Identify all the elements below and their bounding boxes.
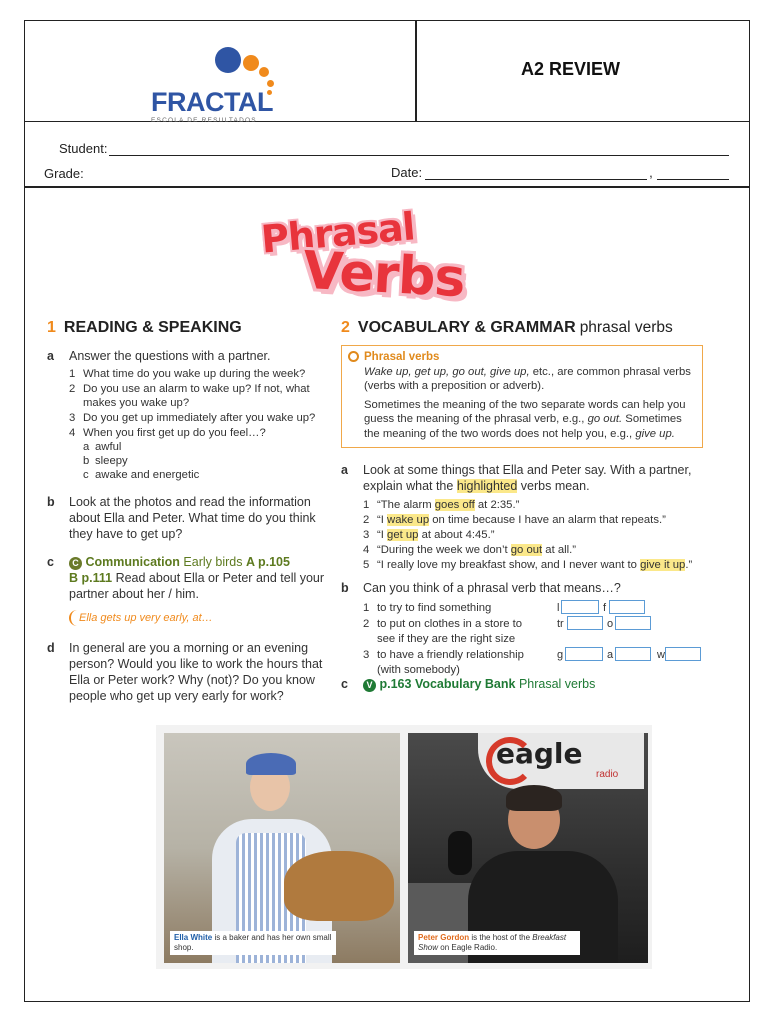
ref-link-b[interactable]: B p.111: [69, 571, 113, 585]
exercise-2b: b Can you think of a phrasal verb that means…? 1 to try to find something l f 2 to put on clothes in a store to tr o see if they are the right size 3 to have a friendly relationship g a w (with somebody): [341, 580, 731, 670]
date-row: [391, 165, 729, 180]
list-item: 5 “I really love my breakfast show, and I never want to give it up.”: [363, 559, 693, 571]
photo-strip: [156, 725, 652, 969]
page-title: A2 REVIEW: [521, 59, 621, 79]
student-label: Student:: [59, 141, 108, 156]
logo-subtitle: ESCOLA DE RESULTADOS: [151, 117, 257, 124]
fractal-logo: [149, 45, 289, 125]
list-item: (with somebody): [377, 664, 460, 676]
list-item: 1 “The alarm goes off at 2:35.”: [363, 499, 520, 511]
section-reading-speaking: [47, 319, 327, 704]
answer-input[interactable]: [561, 600, 599, 614]
logo-dot-icon: [259, 67, 269, 77]
student-field[interactable]: [109, 144, 729, 156]
answer-input[interactable]: [567, 616, 603, 630]
list-item: 2 Do you use an alarm to wake up? If not, what makes you wake up?: [69, 383, 310, 409]
list-item: 2 “I wake up on time because I have an alarm that repeats.”: [363, 514, 666, 526]
quote-list: [363, 498, 731, 572]
banner-word-2: Verbs: [301, 240, 466, 310]
section-heading: 1 READING & SPEAKING: [47, 319, 242, 336]
header-divider: [415, 21, 417, 122]
list-item: 1 What time do you wake up during the week?: [69, 368, 306, 380]
ref-link-a[interactable]: A p.105: [245, 555, 290, 569]
year-field[interactable]: [657, 168, 729, 180]
logo-text: FRACTAL: [151, 87, 273, 117]
answer-input[interactable]: [615, 616, 651, 630]
fill-in-list: [363, 600, 731, 676]
header: [25, 21, 749, 122]
magnifier-icon: [348, 351, 359, 362]
banner-word-1: Phrasal: [259, 204, 417, 262]
logo-dot-icon: [267, 80, 274, 87]
photo-ella: [164, 733, 400, 963]
exercise-2a: a Look at some things that Ella and Peter say. With a partner, explain what the highlighted verbs mean. 1 “The alarm goes off at 2:35.” 2 “I wake up on time because I have an alarm that repeats.” 3 “I get up at about 4:45.” 4 “During the week we don’t go out at all.” 5 “I really love my breakfast show, and I never want to give it up.”: [341, 462, 731, 572]
student-row: [59, 141, 729, 156]
list-item: 3 Do you get up immediately after you wake up?: [69, 412, 316, 424]
list-item: 4 “During the week we don’t go out at all.”: [363, 544, 577, 556]
phrasal-verbs-info-box: Phrasal verbs Wake up, get up, go out, give up, etc., are common phrasal verbs (verbs with a preposition or adverb). Sometimes the meaning of the two separate words can help you guess the meaning of the phrasal verb, e.g., go out. Sometimes the meaning of the two words does not help you, e.g., give up.: [341, 345, 703, 448]
list-item: 3 “I get up at about 4:45.”: [363, 529, 495, 541]
communication-icon: C: [69, 557, 82, 570]
exercise-2c: c V p.163 Vocabulary Bank Phrasal verbs: [341, 677, 596, 691]
photo-caption: Ella White is a baker and has her own small shop.: [170, 931, 336, 955]
question-list: [69, 367, 327, 482]
exercise-1c: c C Communication Early birds A p.105 B p.111 Read about Ella or Peter and tell your partner about her / him. Ella gets up very early, at…: [47, 554, 327, 626]
section-heading: 2 VOCABULARY & GRAMMAR phrasal verbs: [341, 319, 673, 336]
answer-input[interactable]: [615, 647, 651, 661]
exercise-1a: a Answer the questions with a partner. 1 What time do you wake up during the week? 2 Do you use an alarm to wake up? If not, what makes you wake up? 3 Do you get up immediately after you wake up? 4 When you first get up do you feel…? a awful b sleepy c awake and energetic: [47, 348, 327, 482]
form-divider: [25, 186, 749, 188]
microphone-icon: [448, 831, 472, 875]
grade-label: Grade:: [44, 166, 84, 181]
vocabulary-icon: V: [363, 679, 376, 692]
list-item: c awake and energetic: [83, 469, 200, 481]
vocabulary-bank-link[interactable]: p.163 Vocabulary Bank: [379, 677, 516, 691]
phrasal-verbs-banner: [259, 204, 481, 311]
worksheet-page: [24, 20, 750, 1002]
example-hint: Ella gets up very early, at…: [69, 610, 327, 626]
photo-peter: [408, 733, 648, 963]
section-vocabulary-grammar: [341, 319, 731, 692]
answer-input[interactable]: [665, 647, 701, 661]
list-item: see if they are the right size: [377, 633, 516, 645]
list-item: 4 When you first get up do you feel…?: [69, 427, 266, 439]
date-field[interactable]: [425, 168, 647, 180]
answer-input[interactable]: [609, 600, 645, 614]
photo-caption: Peter Gordon is the host of the Breakfast Show on Eagle Radio.: [414, 931, 580, 955]
list-item: 1 to try to find something l f: [363, 600, 731, 614]
exercise-1b: b Look at the photos and read the information about Ella and Peter. What time do you think they have to get up?: [47, 495, 316, 541]
logo-dot-icon: [215, 47, 241, 73]
answer-input[interactable]: [565, 647, 603, 661]
answer-options: [69, 440, 327, 482]
list-item: 3 to have a friendly relationship g a w: [363, 647, 731, 661]
eagle-logo-icon: [486, 737, 534, 785]
bread-basket: [284, 851, 394, 921]
eagle-radio-sign: eagle radio: [478, 733, 644, 789]
logo-dot-icon: [243, 55, 259, 71]
date-label: Date:: [391, 165, 423, 180]
exercise-1d: d In general are you a morning or an evening person? Would you like to work the hours that Ella or Peter work? Why (not)? Do you know people who get up very early for work?: [47, 641, 323, 703]
list-item: 2 to put on clothes in a store to tr o: [363, 616, 731, 630]
date-separator: ,: [649, 165, 653, 180]
box-title: Phrasal verbs: [364, 351, 440, 363]
list-item: b sleepy: [83, 455, 128, 467]
list-item: a awful: [83, 441, 122, 453]
